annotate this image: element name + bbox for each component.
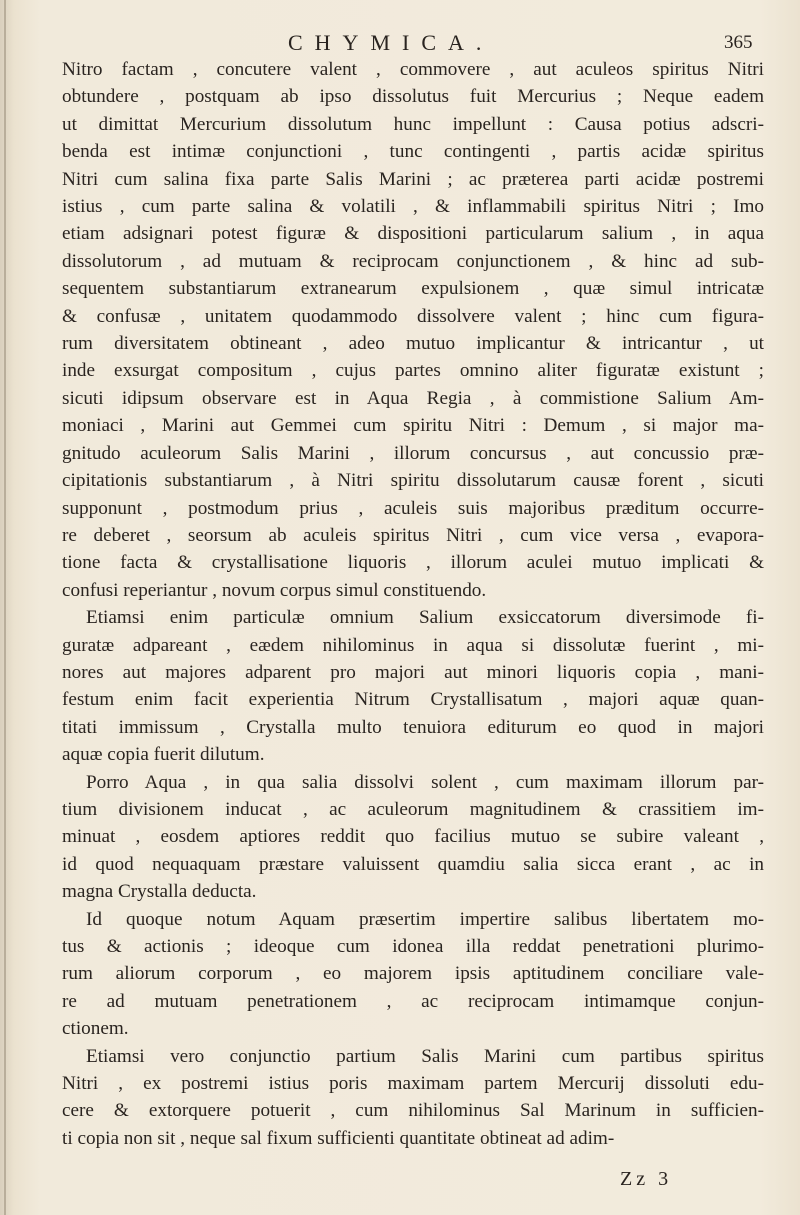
text-line: festum enim facit experientia Nitrum Crystallisatum , majori aquæ quan- <box>62 689 764 711</box>
paragraph <box>62 604 764 768</box>
text-line: & confusæ , unitatem quodammodo dissolvere valent ; hinc cum figura- <box>62 305 764 327</box>
text-line: istius , cum parte salina & volatili , & inflammabili spiritus Nitri ; Imo <box>62 196 764 218</box>
text-line: gnitudo aculeorum Salis Marini , illorum concursus , aut concussio præ- <box>62 442 764 464</box>
text-line: guratæ adpareant , eædem nihilominus in aqua si dissolutæ fuerint , mi- <box>62 634 764 656</box>
text-line: ti copia non sit , neque sal fixum sufficienti quantitate obtineat ad adim- <box>62 1127 615 1149</box>
catchword: Zz 3 <box>620 1168 673 1190</box>
text-line: tus & actionis ; ideoque cum idonea illa reddat penetrationi plurimo- <box>62 936 764 957</box>
text-line: rum diversitatem obtineant , adeo mutuo implicantur & intricantur , ut <box>62 333 764 355</box>
text-line: Porro Aqua , in qua salia dissolvi solent , cum maximam illorum par- <box>86 771 764 793</box>
paragraph <box>62 906 764 1043</box>
text-line: re deberet , seorsum ab aculeis spiritus Nitri , cum vice versa , evapora- <box>62 524 764 546</box>
text-line: rum aliorum corporum , eo majorem ipsis aptitudinem conciliare vale- <box>62 963 764 985</box>
text-line: re ad mutuam penetrationem , ac reciprocam intimamque conjun- <box>62 990 764 1012</box>
text-line: confusi reperiantur , novum corpus simul constituendo. <box>62 579 487 601</box>
text-line: dissolutorum , ad mutuam & reciprocam conjunctionem , & hinc ad sub- <box>62 250 764 272</box>
text-line: moniaci , Marini aut Gemmei cum spiritu Nitri : Demum , si major ma- <box>62 415 764 437</box>
text-line: cere & extorquere potuerit , cum nihilominus Sal Marinum in sufficien- <box>62 1100 764 1122</box>
text-line: id quod nequaquam præstare valuissent quamdiu salia sicca erant , ac in <box>62 853 764 875</box>
text-line: aquæ copia fuerit dilutum. <box>62 744 265 766</box>
text-line: minuat , eosdem aptiores reddit quo facilius mutuo se subire valeant , <box>62 826 764 848</box>
running-head: CHYMICA. <box>288 30 494 55</box>
text-line: Etiamsi enim particulæ omnium Salium exsiccatorum diversimode fi- <box>86 607 764 629</box>
text-line: Nitro factam , concutere valent , commovere , aut aculeos spiritus Nitri <box>62 59 764 80</box>
text-line: Nitri , ex postremi istius poris maximam partem Mercurij dissoluti edu- <box>62 1073 764 1095</box>
text-line: benda est intimæ conjunctioni , tunc contingenti , partis acidæ spiritus <box>62 141 764 163</box>
text-line: obtundere , postquam ab ipso dissolutus fuit Mercurius ; Neque eadem <box>62 86 764 108</box>
text-line: ctionem. <box>62 1018 129 1040</box>
text-line: ut dimittat Mercurium dissolutum hunc impellunt : Causa potius adscri- <box>62 113 764 135</box>
text-line: Nitri cum salina fixa parte Salis Marini ; ac præterea parti acidæ postremi <box>62 168 764 190</box>
text-line: Etiamsi vero conjunctio partium Salis Marini cum partibus spiritus <box>86 1045 764 1067</box>
page-number: 365 <box>724 32 753 53</box>
text-line: cipitationis substantiarum , à Nitri spiritu dissolutarum causæ forent , sicuti <box>62 470 764 492</box>
text-line: Id quoque notum Aquam præsertim impertire salibus libertatem mo- <box>86 908 764 930</box>
text-line: sicuti idipsum observare est in Aqua Regia , à commistione Salium Am- <box>62 387 764 409</box>
text-line: sequentem substantiarum extranearum expulsionem , quæ simul intricatæ <box>62 278 764 300</box>
gutter-edge <box>4 0 6 1215</box>
text-line: inde exsurgat compositum , cujus partes omnino aliter figuratæ existunt ; <box>62 360 764 382</box>
text-line: titati immissum , Crystalla multo tenuiora editurum eo quod in majori <box>62 716 764 738</box>
text-line: magna Crystalla deducta. <box>62 881 257 903</box>
text-line: tium divisionem inducat , ac aculeorum magnitudinem & crassitiem im- <box>62 798 764 820</box>
text-line: tione facta & crystallisatione liquoris , illorum aculei mutuo implicati & <box>62 552 764 574</box>
paragraph <box>62 1043 764 1153</box>
paragraph <box>62 56 764 604</box>
text-line: nores aut majores adparent pro majori aut minori liquoris copia , mani- <box>62 661 764 683</box>
text-line: etiam adsignari potest figuræ & dispositioni particularum salium , in aqua <box>62 223 764 245</box>
paragraph <box>62 769 764 906</box>
body-text <box>62 56 764 1152</box>
text-line: supponunt , postmodum prius , aculeis suis majoribus præditum occurre- <box>62 497 764 519</box>
